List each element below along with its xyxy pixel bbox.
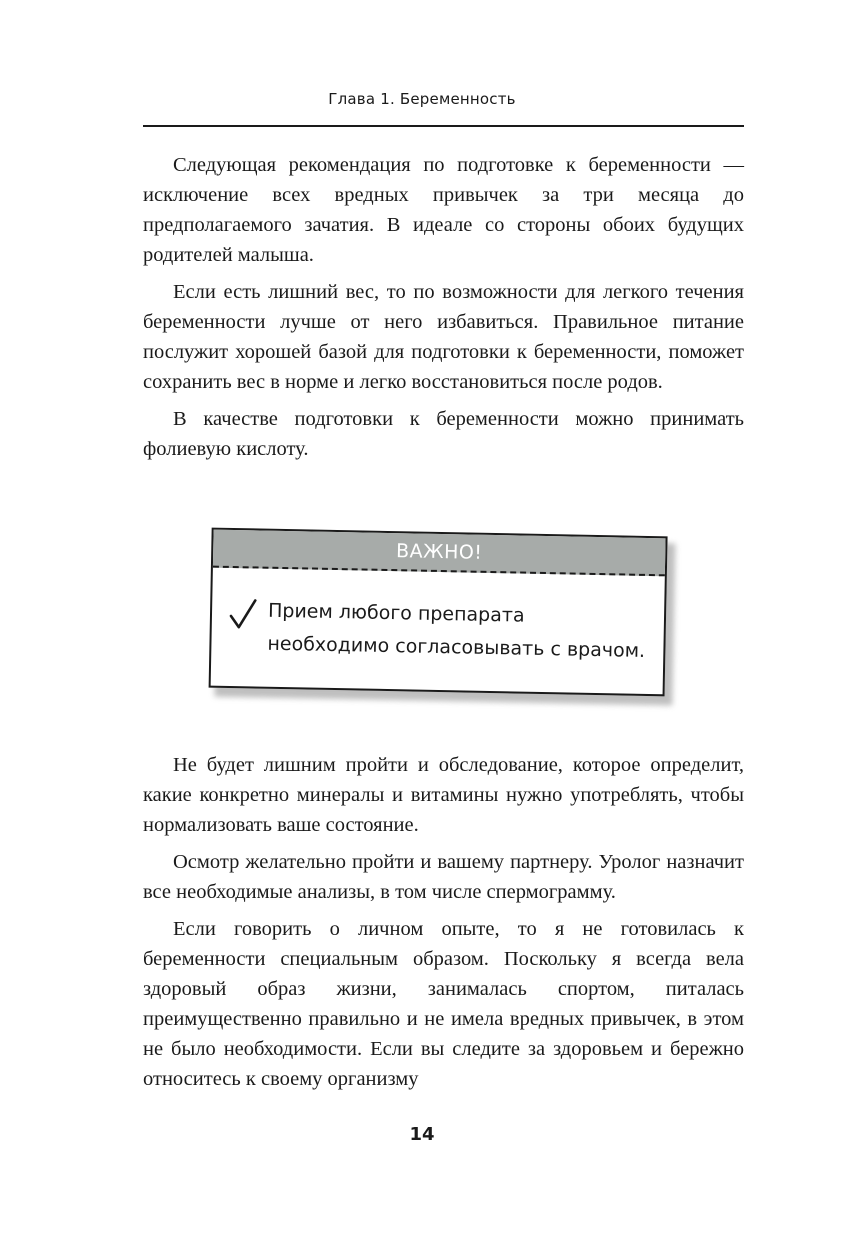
callout-body bbox=[211, 568, 665, 669]
header-rule bbox=[143, 125, 744, 127]
important-callout bbox=[208, 528, 671, 707]
paragraph: Не будет лишним пройти и обследование, которое определит, какие конкретно минералы и витамины нужно употреблять, чтобы нормализовать ваше состояние. bbox=[143, 754, 744, 836]
body-text-after-callout bbox=[143, 750, 744, 1094]
callout-box bbox=[209, 528, 668, 697]
paragraph: Осмотр желательно пройти и вашему партнеру. Уролог назначит все необходимые анализы, в том числе спермограмму. bbox=[143, 851, 744, 903]
body-text-before-callout bbox=[143, 150, 744, 464]
callout-text: Прием любого препарата необходимо согласовывать с врачом. bbox=[267, 599, 646, 662]
paragraph: Если говорить о личном опыте, то я не готовилась к беременности специальным образом. Поскольку я всегда вела здоровый образ жизни, занималась спортом, питалась преимущественно правильно и не имела вредных привычек, в этом не было необходимости. Если вы следите за здоровьем и бережно относитесь к своему организму bbox=[143, 918, 744, 1090]
paragraph: Следующая рекомендация по подготовке к беременности — исключение всех вредных привычек за три месяца до предполагаемого зачатия. В идеале со стороны обоих будущих родителей малыша. bbox=[143, 154, 744, 266]
paragraph: Если есть лишний вес, то по возможности для легкого течения беременности лучше от него избавиться. Правильное питание послужит хорошей базой для подготовки к беременности, поможет сохранить вес в норме и легко восстановиться после родов. bbox=[143, 281, 744, 393]
running-head: Глава 1. Беременность bbox=[328, 90, 516, 108]
paragraph: В качестве подготовки к беременности можно принимать фолиевую кислоту. bbox=[143, 408, 744, 460]
callout-title: ВАЖНО! bbox=[395, 540, 483, 564]
page-number: 14 bbox=[409, 1124, 435, 1145]
checkmark-icon bbox=[228, 598, 259, 631]
